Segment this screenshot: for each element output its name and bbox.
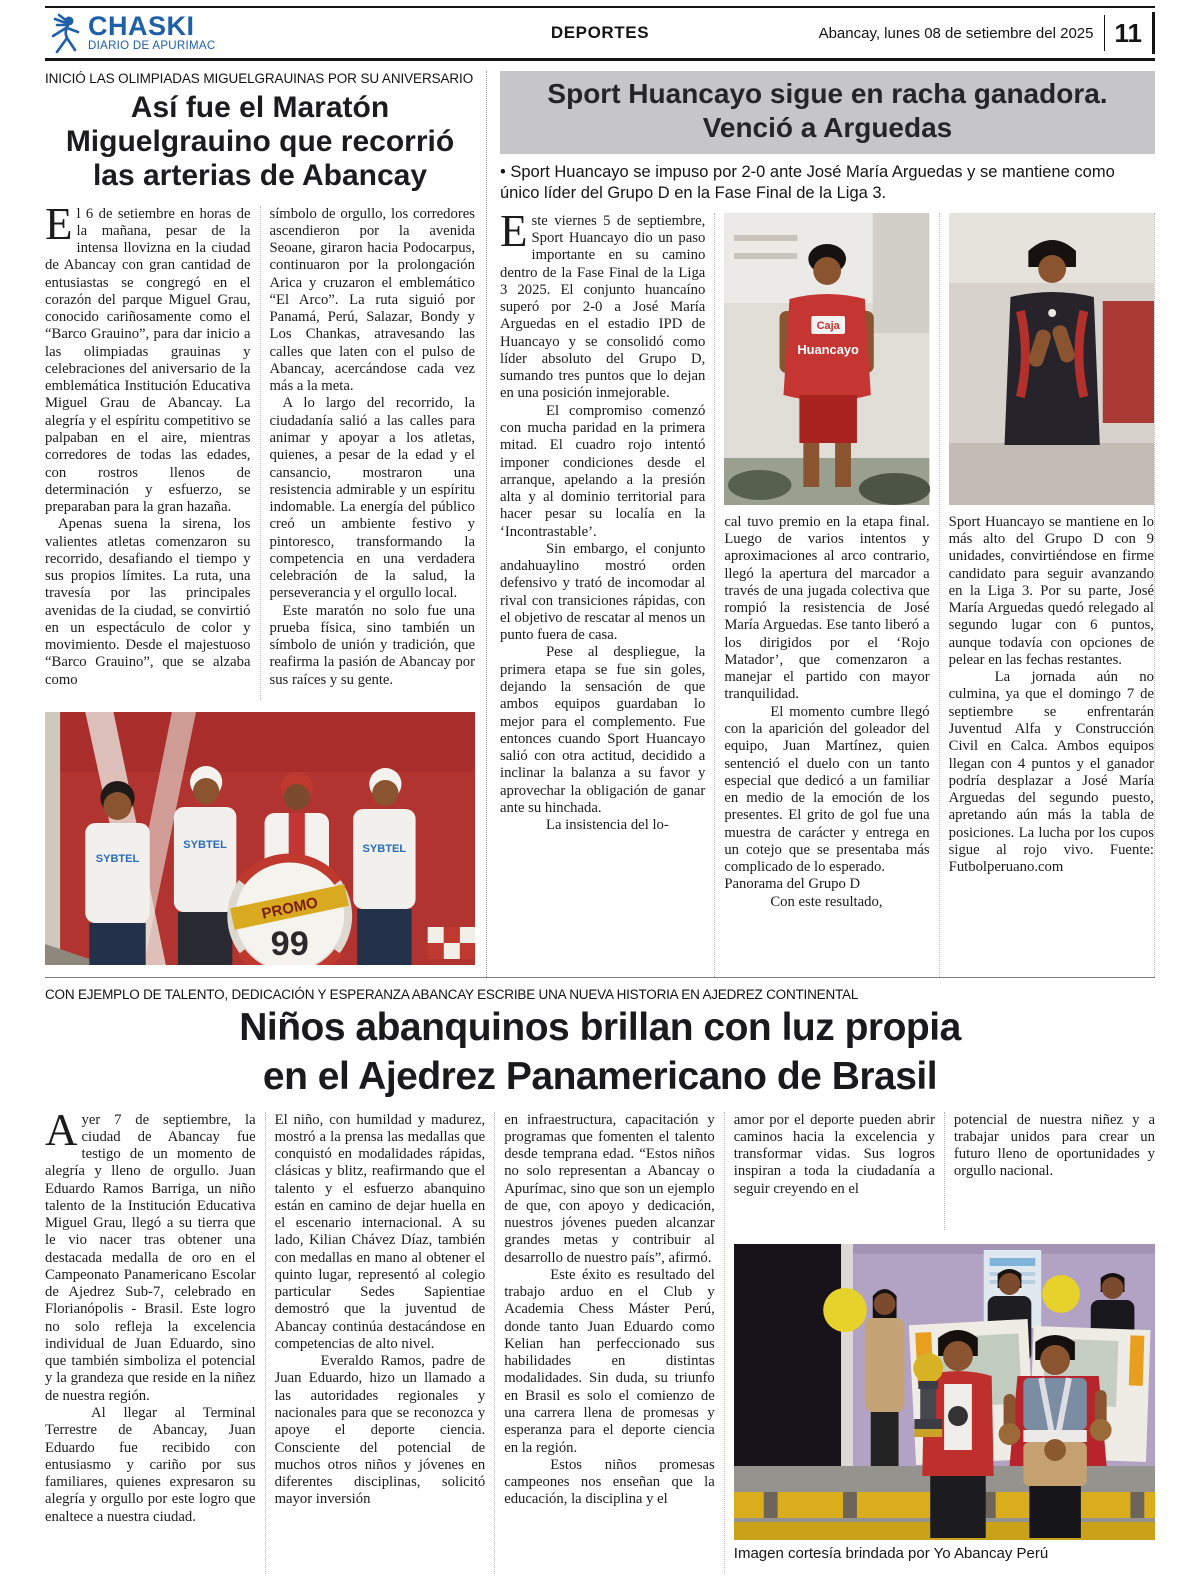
marathon-photo (45, 712, 475, 965)
body-paragraph: Con este resultado, (770, 893, 883, 910)
masthead-edge-rule (1152, 12, 1155, 54)
huancayo-photo-player1 (724, 213, 929, 505)
masthead-page-number: 11 (1114, 17, 1142, 48)
section-divider (45, 977, 1155, 978)
body-paragraph: Sport Huancayo se mantiene en lo más alto del Grupo D con 9 unidades, convirtiéndose en firme candidato para seguir avanzando en la Liga 3. Por su parte, José María Arguedas quedó relegado al segundo lugar con 6 puntos, aunque todavía con opciones de pelear en las fechas restantes. (948, 513, 1154, 668)
runner-shirt-text: SYBTEL (362, 842, 407, 855)
chess-headline-line2: en el Ajedrez Panamericano de Brasil (262, 1054, 938, 1098)
chess-kicker: CON EJEMPLO DE TALENTO, DEDICACIÓN Y ESPERANZA ABANCAY ESCRIBE UNA NUEVA HISTORIA EN AJEDREZ CONTINENTAL (45, 987, 859, 1002)
body-paragraph: en infraestructura, capacitación y programas que fomenten el talento desde temprana edad. “Estos niños no solo representan a Abancay o Apurímac, sino que son un ejemplo de que, con apoyo y dedicación, nuestros jóvenes pueden alcanzar grandes metas y contribuir al desarrollo de nuestro país”, afirmó. (504, 1111, 715, 1266)
runner-shirt-text: SYBTEL (183, 838, 227, 851)
body-paragraph: El momento cumbre llegó con la aparición del goleador del equipo, Juan Martínez, quien sentenció el duelo con un tanto especial que dedicó a un familiar en medio de la emoción de los presentes. El grito de gol fue una muestra de carácter y entrega en un cotejo que se presentaba más complicado de lo esperado. (724, 703, 930, 876)
body-paragraph: Apenas suena la sirena, los valientes atletas comenzaron su recorrido, desafiando el tiempo y sus propios límites. La ruta, una travesía por las principales avenidas de la ciudad, se convirtió en un espectáculo de color y movimiento. Desde el majestuoso “Barco Grauino”, que se alzaba como (45, 516, 251, 688)
body-paragraph: símbolo de orgullo, los corredores ascendieron por la avenida Seoane, giraron hacia Podocarpus, continuaron por la prolongación Arica y cruzaron el emblemático “El Arco”. La ruta siguió por Panamá, Perú, Salazar, Bondy y Los Chankas, atravesando las calles que laten con el pulso de Abancay, acercándose cada vez más a la meta. (269, 205, 475, 395)
masthead-brand (45, 12, 215, 54)
checkered-flag (428, 927, 475, 959)
body-paragraph: La insistencia del lo- (546, 817, 669, 834)
huancayo-lead: • Sport Huancayo se impuso por 2-0 ante José María Arguedas y se mantiene como único líder del Grupo D en la Fase Final de la Liga 3. (500, 162, 1115, 202)
huancayo-headline-line1: Sport Huancayo sigue en racha ganadora. (547, 78, 1108, 109)
body-paragraph (45, 1112, 256, 1406)
body-column (500, 213, 714, 977)
body-paragraph: A lo largo del recorrido, la ciudadanía salió a las calles para animar y apoyar a los atletas, quienes, a pesar de la edad y el cansancio, mostraron una resistencia admirable y un espíritu indomable. La energía del público creó un ambiente festivo y pintoresco, transformando la competencia en una verdadera celebración de la salud, la perseverancia y el orgullo local. (269, 395, 475, 602)
body-column (494, 1112, 724, 1574)
body-column (45, 206, 260, 700)
chess-body (45, 1112, 1155, 1574)
chaski-runner-logo-icon (45, 12, 81, 54)
body-paragraph (45, 206, 251, 517)
paragraph-text: yer 7 de septiembre, la ciudad de Abancay fue testigo de un momento de alegría y lleno de orgullo. Juan Eduardo Ramos Barriga, un niño talento de la Institución Educativa Miguel Grau, llegó a su tierra que le vio nacer tras obtener una destacada medalla de oro en el Campeonato Panamericano Escolar de Ajedrez Sub-7, celebrado en Florianópolis - Brasil. Este logro no solo refleja la excelencia individual de Juan Eduardo, sino que también simboliza el potencial y la grandeza que reside en la niñez de nuestra región. (45, 1111, 256, 1404)
body-paragraph: El compromiso comenzó con mucha paridad en la primera mitad. El cuadro rojo intentó imponer condiciones desde el arranque, apelando a la presión alta y al dominio territorial para hacer pesar su localía en la ‘Incontrastable’. (500, 402, 706, 540)
marathon-headline: Así fue el Maratón Miguelgrauino que recorrió las arterias de Abancay (65, 91, 455, 193)
drop-cap: A (45, 1111, 78, 1155)
runner-shirt-text: SYBTEL (95, 852, 140, 865)
body-column (939, 213, 1154, 977)
body-paragraph: La jornada aún no culmina, ya que el domingo 7 de septiembre se enfrentarán Juventud Alfa y Construcción Civil en Calca. Ambos equipos llegan con 4 puntos y el ganador podría desplazar a José María Arguedas del segundo puesto, apretando aún más la tabla de posiciones. La lucha por los cupos sigue al rojo vivo. Fuente: Futbolperuano.com (948, 669, 1154, 876)
body-paragraph: Al llegar al Terminal Terrestre de Abancay, Juan Eduardo fue recibido con entusiasmo y cariño por sus familiares, quienes expresaron su alegría y orgullo por este logro que enaltece a nuestra ciudad. (45, 1405, 256, 1525)
body-paragraph: potencial de nuestra niñez y a trabajar unidos para crear un futuro lleno de oportunidades y orgullo nacional. (953, 1111, 1155, 1180)
body-paragraph: cal tuvo premio en la etapa final. Luego de varios intentos y aproximaciones al arco contrario, llegó la apertura del marcador a través de una jugada colectiva que rompió la resistencia de José María Arguedas. Ese tanto liberó a los dirigidos por el ‘Rojo Matador’, que comenzaron a manejar el partido con mayor tranquilidad. (724, 513, 930, 703)
body-column (260, 206, 476, 700)
drop-cap: E (500, 212, 528, 256)
body-paragraph: Pese al despliegue, la primera etapa se fue sin goles, dejando la sensación de que ambos equipos guardaban lo mejor para el complemento. Fue entonces cuando Sport Huancayo salió con otra actitud, decidido a inclinar la balanza a su favor y aprovechar la obligación de ganar ante su hinchada. (500, 644, 706, 816)
chess-headline (45, 1004, 1155, 1102)
huancayo-headline-line2: Venció a Arguedas (702, 112, 953, 143)
top-section (45, 71, 1155, 977)
body-paragraph: amor por el deporte pueden abrir caminos hacia la excelencia y transformar vidas. Sus logros inspiran a toda la ciudadanía a seguir creyendo en el (733, 1111, 935, 1197)
huancayo-body (500, 213, 1155, 977)
body-paragraph: Sin embargo, el conjunto andahuaylino mostró orden defensivo y trató de incomodar al rival con transiciones rápidas, con el objetivo de rescatar al menos un punto fuera de casa. (500, 540, 706, 644)
masthead-date: Abancay, lunes 08 de setiembre del 2025 (818, 24, 1094, 42)
photo-caption: Imagen cortesía brindada por Yo Abancay Perú (733, 1544, 1049, 1562)
jersey-name-text: Huancayo (797, 341, 860, 357)
body-paragraph: Estos niños promesas campeones nos enseñan que la educación, la disciplina y el (504, 1456, 715, 1508)
huancayo-photo-player2 (949, 213, 1154, 505)
drum-number-text: 99 (270, 924, 309, 963)
body-column (265, 1112, 495, 1574)
drop-cap: E (45, 205, 73, 249)
paragraph-text: ste viernes 5 de septiembre, Sport Huancayo dio un paso importante en su camino dentro de la Fase Final de la Liga 3 2025. El conjunto huancaíno superó por 2-0 a José María Arguedas en el estadio IPD de Huancayo y se consolidó como líder absoluto del Grupo D, sumando tres puntos que lo dejan en una posición inmejorable. (500, 212, 706, 402)
masthead-logo-title: CHASKI (88, 10, 195, 41)
huancayo-headline-banner (500, 71, 1155, 154)
body-paragraph: Este maratón no solo fue una prueba física, sino también un símbolo de unión y tradición, que reafirma la pasión de Abancay por sus raíces y su gente. (269, 602, 475, 688)
chess-headline-line1: Niños abanquinos brillan con luz propia (239, 1006, 961, 1049)
body-column (944, 1112, 1155, 1230)
masthead-divider (1104, 15, 1105, 51)
body-column (714, 213, 938, 977)
masthead-logo-subtitle: DIARIO DE APURIMAC (88, 40, 216, 53)
article-chess (45, 987, 1155, 1574)
body-column (734, 1112, 944, 1230)
drum-band-text: PROMO (260, 893, 320, 923)
masthead-section-label: DEPORTES (550, 23, 650, 42)
body-paragraph: El niño, con humildad y madurez, mostró a la prensa las medallas que conquistó en modalidades rápidas, clásicas y blitz, reafirmando que el talento y el esfuerzo abanquino están en camino de dejar huella en el escenario internacional. A su lado, Kilian Chávez Díaz, también con medallas en mano al obtener el quinto lugar, representó al colegio particular Sedes Sapientiae demostró que la juventud de Abancay continúa destacándose en competencias de alto nivel. (274, 1111, 486, 1352)
body-paragraph: Este éxito es resultado del trabajo arduo en el Club y Academia Chess Máster Perú, donde tanto Juan Eduardo como Kelian han perfeccionado sus habilidades en distintas modalidades. Sin duda, su triunfo en Brasil es solo el comienzo de una carrera llena de promesas y esperanza para el deporte ciencia en la región. (504, 1266, 715, 1456)
body-paragraph (500, 213, 705, 403)
paragraph-text: l 6 de setiembre en horas de la mañana, pesar de la intensa llovizna en la ciudad de Abancay con gran cantidad de entusiastas se congregó en el corazón del parque Miguel Grau, conocido cariñosamente como el “Barco Grauino”, para dar inicio a las olimpiadas grauinas y celebraciones del aniversario de la emblemática Institución Educativa Miguel Grau de Abancay. La alegría y el espíritu competitivo se palpaban en el aire, mientras corredores de todas las edades, con rostros llenos de determinación y esfuerzo, se preparaban para la gran hazaña. (45, 205, 251, 516)
article-marathon (45, 71, 487, 977)
body-paragraph: Panorama del Grupo D (724, 876, 861, 893)
body-paragraph: Everaldo Ramos, padre de Juan Eduardo, hizo un llamado a las autoridades regionales y nacionales para que se reconozca y apoye el deporte ciencia. Consciente del potencial de muchos otros niños y jóvenes en diferentes disciplinas, solicitó mayor inversión (274, 1353, 486, 1508)
jersey-logo-text: Caja (816, 319, 840, 332)
masthead (45, 6, 1155, 61)
chess-columns-4-5 (724, 1112, 1155, 1574)
body-column (45, 1112, 265, 1574)
chess-photo (734, 1244, 1155, 1540)
article-huancayo (487, 71, 1155, 977)
marathon-kicker: INICIÓ LAS OLIMPIADAS MIGUELGRAUINAS POR SU ANIVERSARIO (45, 71, 474, 86)
marathon-body (45, 206, 475, 700)
